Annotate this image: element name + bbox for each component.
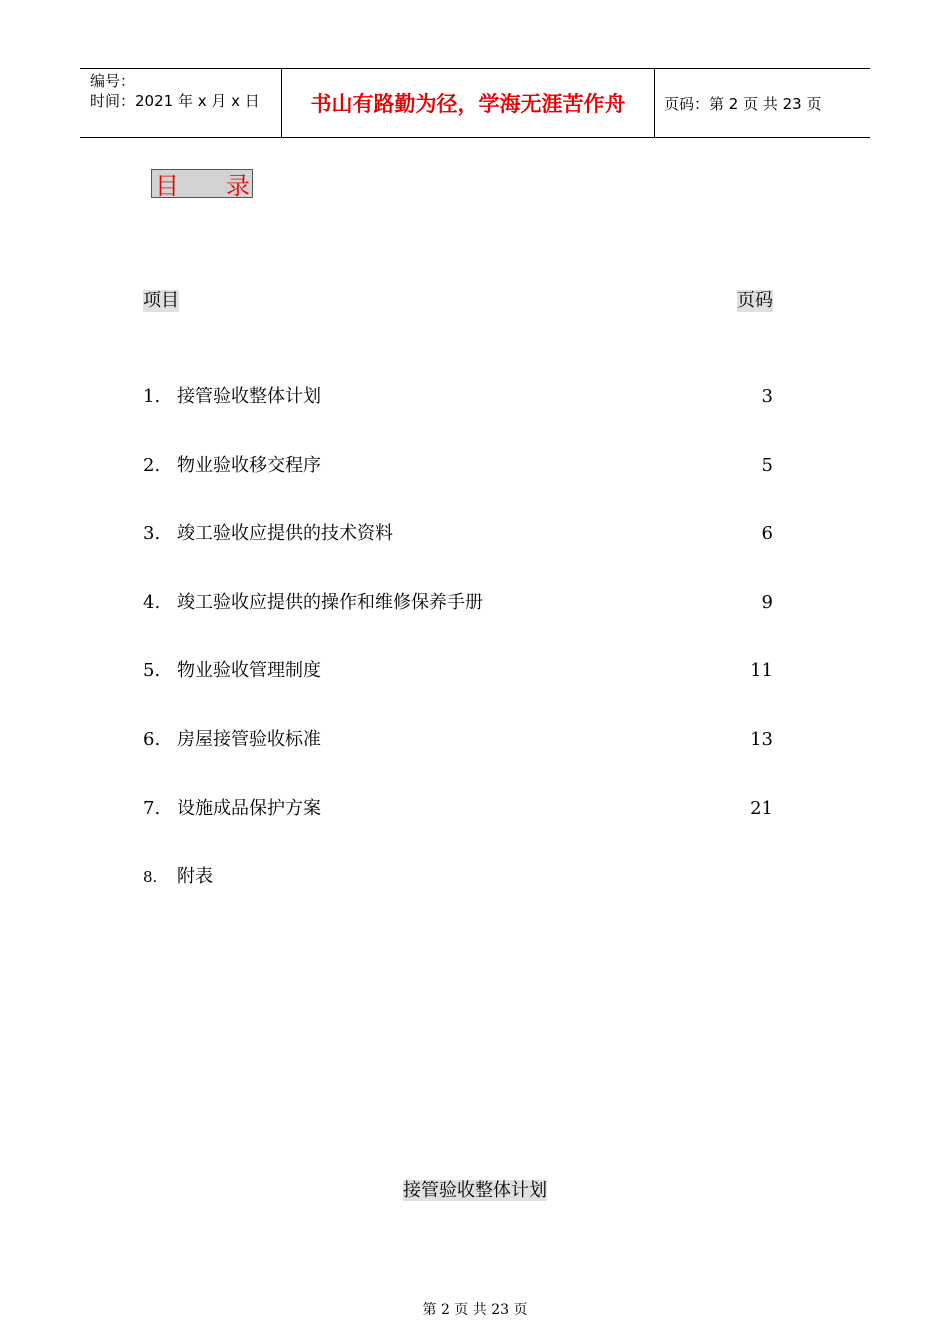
- toc-entry-page: 11: [750, 660, 773, 681]
- toc-title-left: 目: [155, 172, 179, 200]
- page-header: [80, 68, 870, 138]
- toc-entry[interactable]: [143, 796, 773, 822]
- toc-column-item: 项目: [143, 290, 179, 311]
- header-date: 时间：2021 年 x 月 x 日: [90, 92, 260, 110]
- toc-entry-page: 6: [761, 523, 773, 544]
- toc-entry-number: 8.: [143, 868, 158, 886]
- toc-entry[interactable]: [143, 384, 773, 410]
- toc-entry-label: 竣工验收应提供的操作和维修保养手册: [177, 592, 483, 613]
- toc-entry-number: 5.: [143, 660, 161, 681]
- toc-entry[interactable]: [143, 453, 773, 479]
- toc-entry-page: 21: [750, 798, 773, 819]
- toc-entry[interactable]: [143, 727, 773, 753]
- toc-entry-number: 4.: [143, 592, 161, 613]
- toc-entry-page: 9: [761, 592, 773, 613]
- toc-entry-number: 1.: [143, 386, 161, 407]
- header-number: 编号：: [90, 72, 136, 90]
- toc-entry[interactable]: [143, 521, 773, 547]
- toc-entry-label: 设施成品保护方案: [177, 798, 321, 819]
- header-motto: 书山有路勤为径，学海无涯苦作舟: [282, 69, 655, 137]
- toc-title: [151, 169, 253, 198]
- toc-entry-number: 6.: [143, 729, 161, 750]
- toc-entry-number: 2.: [143, 455, 161, 476]
- page-footer: 第 2 页 共 23 页: [422, 1302, 528, 1318]
- toc-entry-label: 房屋接管验收标准: [177, 729, 321, 750]
- section-heading: [0, 1176, 950, 1202]
- toc-entry[interactable]: [143, 590, 773, 616]
- toc-entry[interactable]: [143, 658, 773, 684]
- header-page-info: 页码：第 2 页 共 23 页: [664, 94, 822, 113]
- toc-entry-page: 3: [761, 386, 773, 407]
- toc-entry-label: 竣工验收应提供的技术资料: [177, 523, 393, 544]
- header-meta: [80, 69, 282, 137]
- toc-entry-page: 13: [750, 729, 773, 750]
- toc-entry-label: 接管验收整体计划: [177, 386, 321, 407]
- section-heading-text: 接管验收整体计划: [403, 1180, 547, 1201]
- toc-entry-number: 7.: [143, 798, 161, 819]
- toc-entry[interactable]: [143, 864, 773, 890]
- toc-entry-label: 附表: [177, 866, 213, 887]
- toc-title-right: 录: [226, 172, 250, 200]
- toc-entry-label: 物业验收管理制度: [177, 660, 321, 681]
- toc-entry-page: 5: [761, 455, 773, 476]
- toc-column-page: 页码: [737, 290, 773, 311]
- toc-entry-label: 物业验收移交程序: [177, 455, 321, 476]
- toc-entry-number: 3.: [143, 523, 161, 544]
